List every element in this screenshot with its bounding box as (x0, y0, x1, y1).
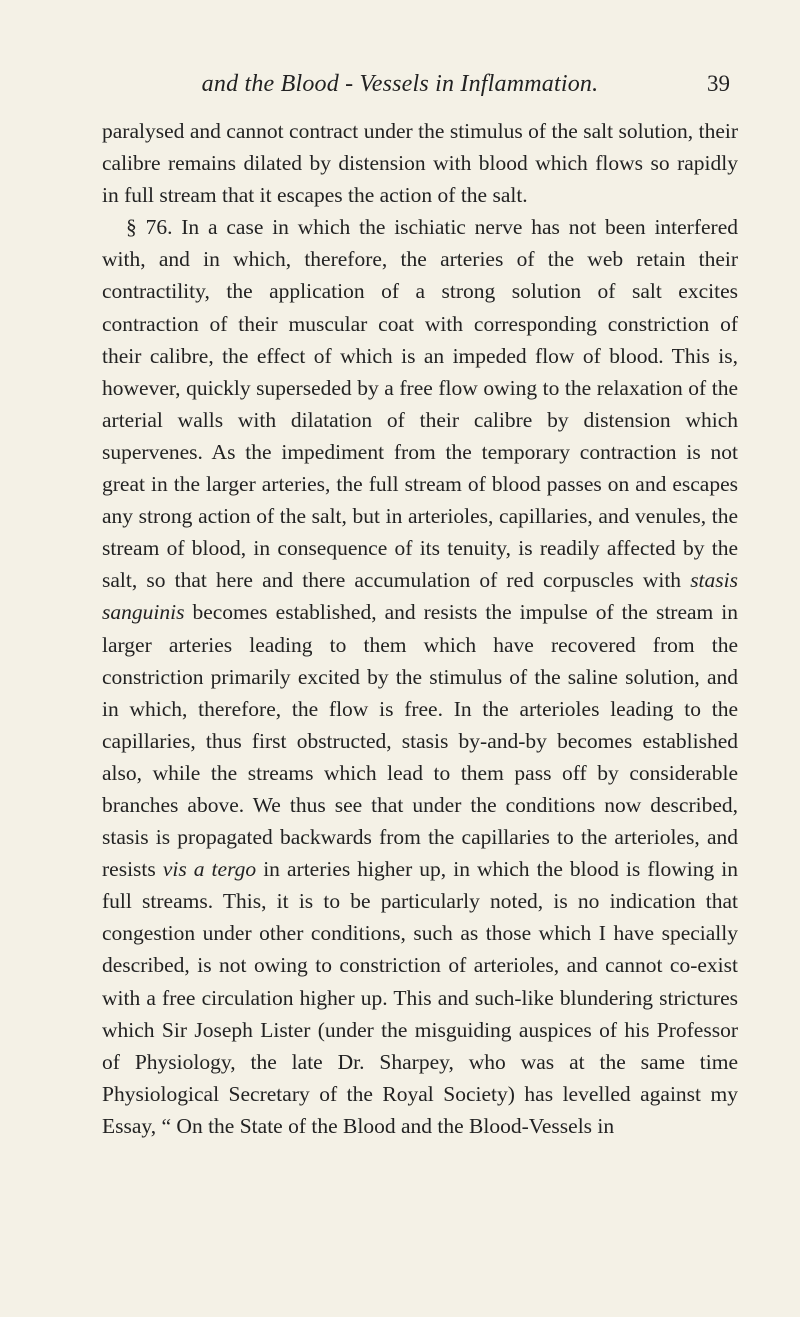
running-head (70, 66, 730, 102)
italic-vis-a-tergo: vis a tergo (162, 857, 257, 882)
page-number: 39 (707, 71, 730, 96)
paragraph-2-part-c: in arteries higher up, in which the blood is flowing in full streams. This, it is to be particularly noted, is no indication that congestion under other conditions, such as those which I have specially described, is not owing to constriction of arterioles, and cannot co-exist with a free circulation higher up. This and such-like blundering strictures which Sir Joseph Lister (under the misguiding auspices of his Professor of Physiology, the late Dr. Sharpey, who was at the same time Physiological Secretary of the Royal Society) has levelled against my Essay, “ On the State of the Blood and the Blood-Vessels in (102, 857, 739, 1138)
italic-stasis-sanguinis: stasis sanguinis (102, 568, 738, 625)
paragraph-2-part-b: becomes established, and resists the impulse of the stream in larger arteries leading to them which have recovered from the constriction primarily excited by the stimulus of the saline solution, and in which, therefore, the flow is free. In the arterioles leading to the capillaries, thus first obstructed, stasis by-and-by becomes established also, while the streams which lead to them pass off by considerable branches above. We thus see that under the conditions now described, stasis is propagated backwards from the capillaries to the arterioles, and resists (102, 600, 738, 882)
paragraph-2-part-a: § 76. In a case in which the ischiatic nerve has not been interfered with, and in which, therefore, the arteries of the web retain their contractility, the application of a strong solution of salt excites contraction of their muscular coat with corresponding constriction of their calibre, the effect of which is an impeded flow of blood. This is, however, quickly superseded by a free flow owing to the relaxation of the arterial walls with dilatation of their calibre by distension which supervenes. As the impediment from the temporary contraction is not great in the larger arteries, the full stream of blood passes on and escapes any strong action of the salt, but in arterioles, capillaries, and venules, the stream of blood, in consequence of its tenuity, is readily affected by the salt, so that here and there accumulation of red corpuscles with (102, 215, 738, 593)
running-title: and the Blood - Vessels in Inflammation. (201, 71, 599, 97)
paragraph-2 (102, 211, 738, 1142)
paragraph-1: paralysed and cannot contract under the stimulus of the salt solution, their calibre remains dilated by distension with blood which flows so rapidly in full stream that it escapes the action of the salt. (102, 119, 738, 208)
body-text (102, 115, 738, 1142)
